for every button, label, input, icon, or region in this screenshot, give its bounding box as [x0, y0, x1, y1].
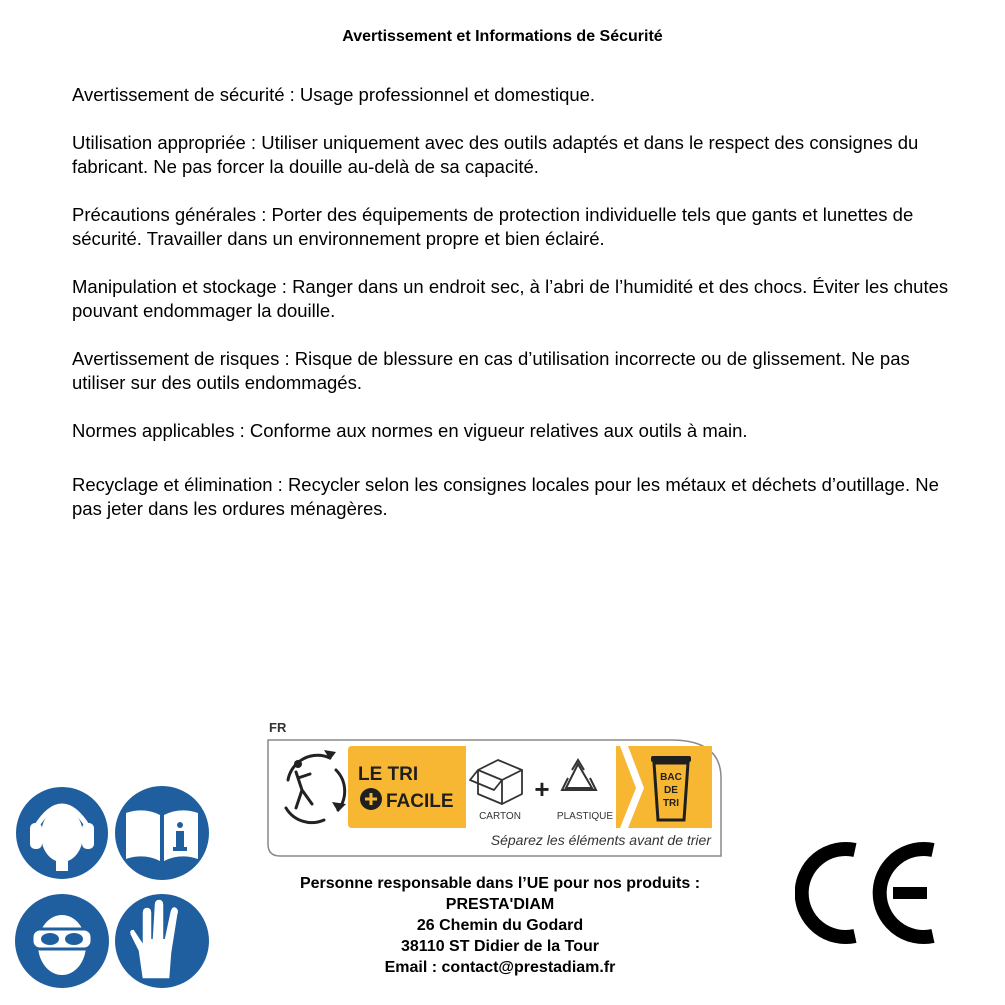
brand-line2: FACILE	[386, 791, 454, 812]
read-manual-icon	[115, 786, 209, 880]
company-name: PRESTA'DIAM	[445, 896, 555, 913]
carton-label: CARTON	[479, 811, 521, 822]
page-title: Avertissement et Informations de Sécurité	[342, 28, 663, 45]
street-address: 26 Chemin du Godard	[416, 917, 584, 934]
city-address: 38110 ST Didier de la Tour	[401, 938, 599, 955]
recycling-tagline: Séparez les éléments avant de trier	[490, 832, 711, 848]
ear-protection-icon	[15, 786, 109, 880]
section-handling-storage: Manipulation et stockage : Ranger dans un endroit sec, à l’abri de l’humidité et des chocs. Éviter les chutes pouvant endommager la douille.	[72, 276, 949, 321]
country-code: FR	[269, 720, 287, 735]
section-recycling: Recyclage et élimination : Recycler selon les consignes locales pour les métaux et déchets d’outillage. Ne pas jeter dans les ordures ménagères.	[72, 474, 939, 519]
svg-text:+: +	[534, 774, 550, 804]
brand-line1: LE TRI	[358, 764, 419, 785]
section-safety-warning: Avertissement de sécurité : Usage professionnel et domestique.	[72, 84, 596, 105]
plastic-label: PLASTIQUE	[556, 811, 614, 822]
safety-sections	[72, 83, 952, 521]
section-general-precautions: Précautions générales : Porter des équipements de protection individuelle tels que gants et lunettes de sécurité. Travailler dans un environnement propre et bien éclairé.	[72, 204, 914, 249]
section-standards: Normes applicables : Conforme aux normes en vigueur relatives aux outils à main.	[72, 420, 748, 441]
section-proper-use: Utilisation appropriée : Utiliser uniquement avec des outils adaptés et dans le respect des consignes du fabricant. Ne pas forcer la douille au-delà de sa capacité.	[72, 132, 919, 177]
responsible-heading: Personne responsable dans l’UE pour nos produits :	[299, 875, 701, 892]
gloves-icon	[115, 894, 209, 988]
eye-protection-icon	[15, 894, 109, 988]
ce-mark	[795, 838, 940, 948]
safety-pictograms	[14, 783, 214, 993]
recycling-label	[266, 718, 726, 860]
section-risk-warning: Avertissement de risques : Risque de blessure en cas d’utilisation incorrecte ou de glissement. Ne pas utiliser sur des outils endommagés.	[72, 348, 910, 393]
responsible-person	[250, 873, 750, 978]
svg-text:TRI: TRI	[662, 798, 680, 809]
contact-email: Email : contact@prestadiam.fr	[384, 959, 616, 976]
svg-text:DE: DE	[664, 785, 678, 796]
svg-text:BAC: BAC	[660, 772, 682, 783]
